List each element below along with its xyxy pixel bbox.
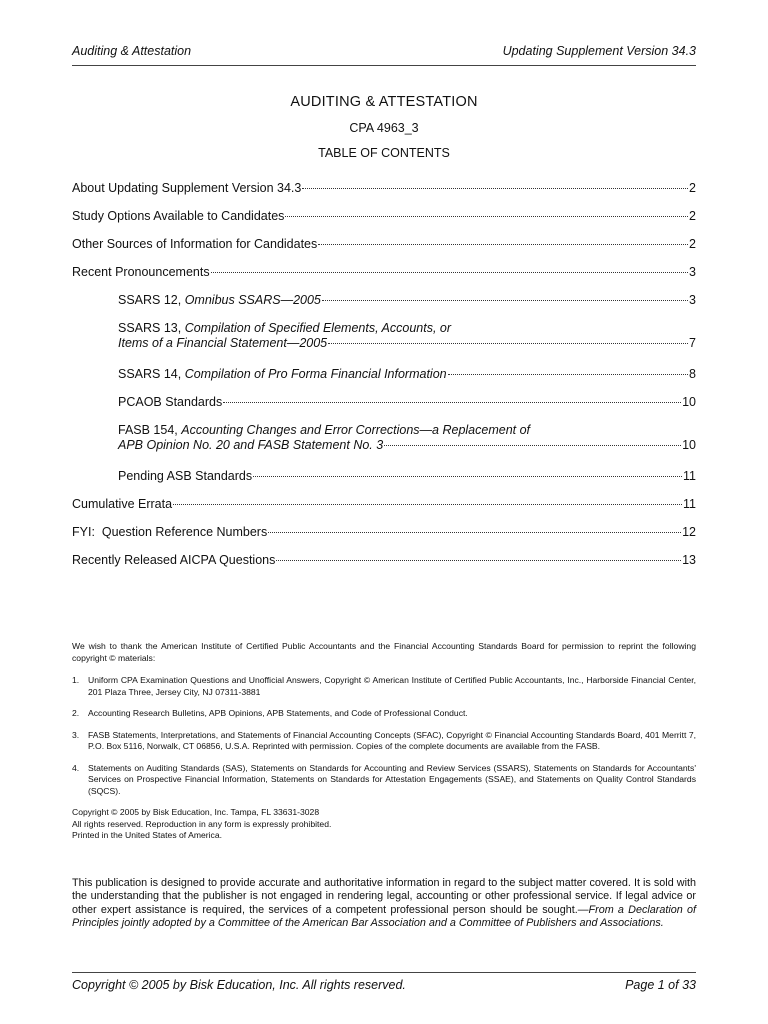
toc-page-number: 2 (689, 237, 696, 251)
toc-leader (268, 532, 681, 533)
ack-item-number: 2. (72, 708, 80, 718)
toc-entry-text: Recently Released AICPA Questions (72, 553, 276, 567)
toc-subentry[interactable] (72, 293, 696, 321)
ack-item-text: Uniform CPA Examination Questions and Unofficial Answers, Copyright © American Institute of Certified Public Accountants, Inc., Harborside Financial Center, 201 Plaza Three, Jersey City, NJ 07311-3881 (88, 675, 696, 697)
toc-subentry[interactable] (72, 423, 696, 469)
toc-entry[interactable] (72, 553, 696, 581)
toc-entry[interactable] (72, 209, 696, 237)
toc-subentry[interactable] (72, 367, 696, 395)
toc-page-number: 2 (689, 209, 696, 223)
toc-leader (302, 188, 688, 189)
toc-entry-title-cont: APB Opinion No. 20 and FASB Statement No. 3 (118, 438, 384, 452)
toc-entry-prefix: SSARS 12, (118, 293, 185, 307)
toc-page-number: 8 (689, 367, 696, 381)
acknowledgements (72, 641, 696, 852)
toc-entry-prefix: FASB 154, (118, 423, 182, 437)
toc-subentry[interactable] (72, 321, 696, 367)
toc-leader (328, 343, 688, 344)
toc-subentry[interactable] (72, 395, 696, 423)
toc-entry[interactable] (72, 181, 696, 209)
toc-page-number: 3 (689, 265, 696, 279)
toc-page-number: 3 (689, 293, 696, 307)
footer-copyright: Copyright © 2005 by Bisk Education, Inc. All rights reserved. (72, 978, 406, 992)
ack-item (72, 730, 696, 753)
toc-entry-text: PCAOB Standards (118, 395, 223, 409)
toc-entry-text: About Updating Supplement Version 34.3 (72, 181, 302, 195)
disclaimer-text: This publication is designed to provide accurate and authoritative information in regard to the subject matter covered. It is sold with the understanding that the publisher is not engaged in rendering legal, accounting or other professional service. If legal advice or other expert assistance is required, the services of a competent professional person should be sought.— (72, 877, 696, 916)
header-right: Updating Supplement Version 34.3 (502, 44, 696, 58)
copyright-line: Copyright © 2005 by Bisk Education, Inc. Tampa, FL 33631-3028 (72, 807, 320, 817)
toc-page-number: 11 (683, 469, 696, 483)
toc-entry-title-cont: Items of a Financial Statement—2005 (118, 336, 328, 350)
toc-subentry[interactable] (72, 469, 696, 497)
header-left: Auditing & Attestation (72, 44, 192, 58)
toc-leader (285, 216, 688, 217)
document-title: AUDITING & ATTESTATION (290, 94, 478, 110)
toc-page-number: 10 (682, 438, 696, 452)
disclaimer-attribution: From a Declaration of Principles jointly adopted by a Committee of the American Bar Association and a Committee of Publishers and Associations. (72, 903, 697, 930)
rights-line: All rights reserved. Reproduction in any form is expressly prohibited. (72, 818, 332, 829)
toc-leader (253, 476, 682, 477)
ack-list (72, 675, 696, 797)
toc-leader (211, 272, 688, 273)
toc-entry-text: Study Options Available to Candidates (72, 209, 285, 223)
toc-entry-title: Compilation of Specified Elements, Accounts, or (184, 321, 452, 335)
title-block (72, 94, 696, 160)
ack-item-text: FASB Statements, Interpretations, and Statements of Financial Accounting Concepts (SFAC), Copyright © Financial Accounting Standards Board, 401 Merritt 7, P.O. Box 5116, Norwalk, CT 06856, U.S.A. Reprinted with permission. Copies of the complete documents are available from the FASB. (88, 729, 696, 751)
toc-page-number: 7 (689, 336, 696, 350)
toc-leader (223, 402, 681, 403)
document-code: CPA 4963_3 (349, 121, 419, 135)
toc-page-number: 11 (683, 497, 696, 511)
toc-entry-text: Recent Pronouncements (72, 265, 210, 279)
running-header (72, 44, 696, 66)
toc-page-number: 10 (682, 395, 696, 409)
ack-item-number: 3. (72, 729, 80, 740)
toc-leader (173, 504, 682, 505)
toc-leader (448, 374, 688, 375)
toc-page-number: 13 (682, 553, 696, 567)
copyright-block (72, 807, 696, 842)
ack-item (72, 708, 696, 720)
running-footer (72, 972, 696, 992)
toc-leader (322, 300, 688, 301)
ack-item (72, 763, 696, 798)
ack-item-text: Statements on Auditing Standards (SAS), Statements on Standards for Accounting and Review Services (SSARS), Statements on Standards for Accountants' Services on Prospective Financial Information, Statements on Standards for Attestation Engagements (SSAE), and Statements on Quality Control Standards (SQCS). (88, 762, 696, 796)
toc-entry[interactable] (72, 497, 696, 525)
ack-item-number: 4. (72, 762, 80, 773)
toc-page-number: 2 (689, 181, 696, 195)
toc-entry[interactable] (72, 265, 696, 293)
printed-line: Printed in the United States of America. (72, 830, 222, 840)
ack-item-text: Accounting Research Bulletins, APB Opinions, APB Statements, and Code of Professional Conduct. (88, 708, 468, 718)
ack-item (72, 675, 696, 698)
toc-entry-title: Omnibus SSARS—2005 (184, 293, 321, 307)
ack-item-number: 1. (72, 675, 80, 685)
toc-leader (318, 244, 688, 245)
toc-entry-prefix: SSARS 14, (118, 367, 185, 381)
toc-leader (276, 560, 681, 561)
toc-entry-title: Accounting Changes and Error Corrections—a Replacement of (181, 423, 531, 437)
toc-entry-prefix: SSARS 13, (118, 321, 185, 335)
ack-intro: We wish to thank the American Institute of Certified Public Accountants and the Financial Accounting Standards Board for permission to reprint the following copyright © materials: (72, 641, 696, 663)
toc-entry-text: FYI: Question Reference Numbers (72, 525, 268, 539)
toc-entry[interactable] (72, 237, 696, 265)
toc-leader (384, 445, 681, 446)
toc-page-number: 12 (682, 525, 696, 539)
footer-page-number: Page 1 of 33 (625, 978, 696, 992)
toc-heading: TABLE OF CONTENTS (318, 146, 450, 160)
table-of-contents (72, 181, 696, 581)
toc-entry-text: Other Sources of Information for Candidates (72, 237, 318, 251)
toc-entry-text: Pending ASB Standards (118, 469, 253, 483)
toc-entry-title: Compilation of Pro Forma Financial Information (184, 367, 447, 381)
toc-entry-text: Cumulative Errata (72, 497, 173, 511)
disclaimer (72, 877, 696, 931)
toc-entry[interactable] (72, 525, 696, 553)
